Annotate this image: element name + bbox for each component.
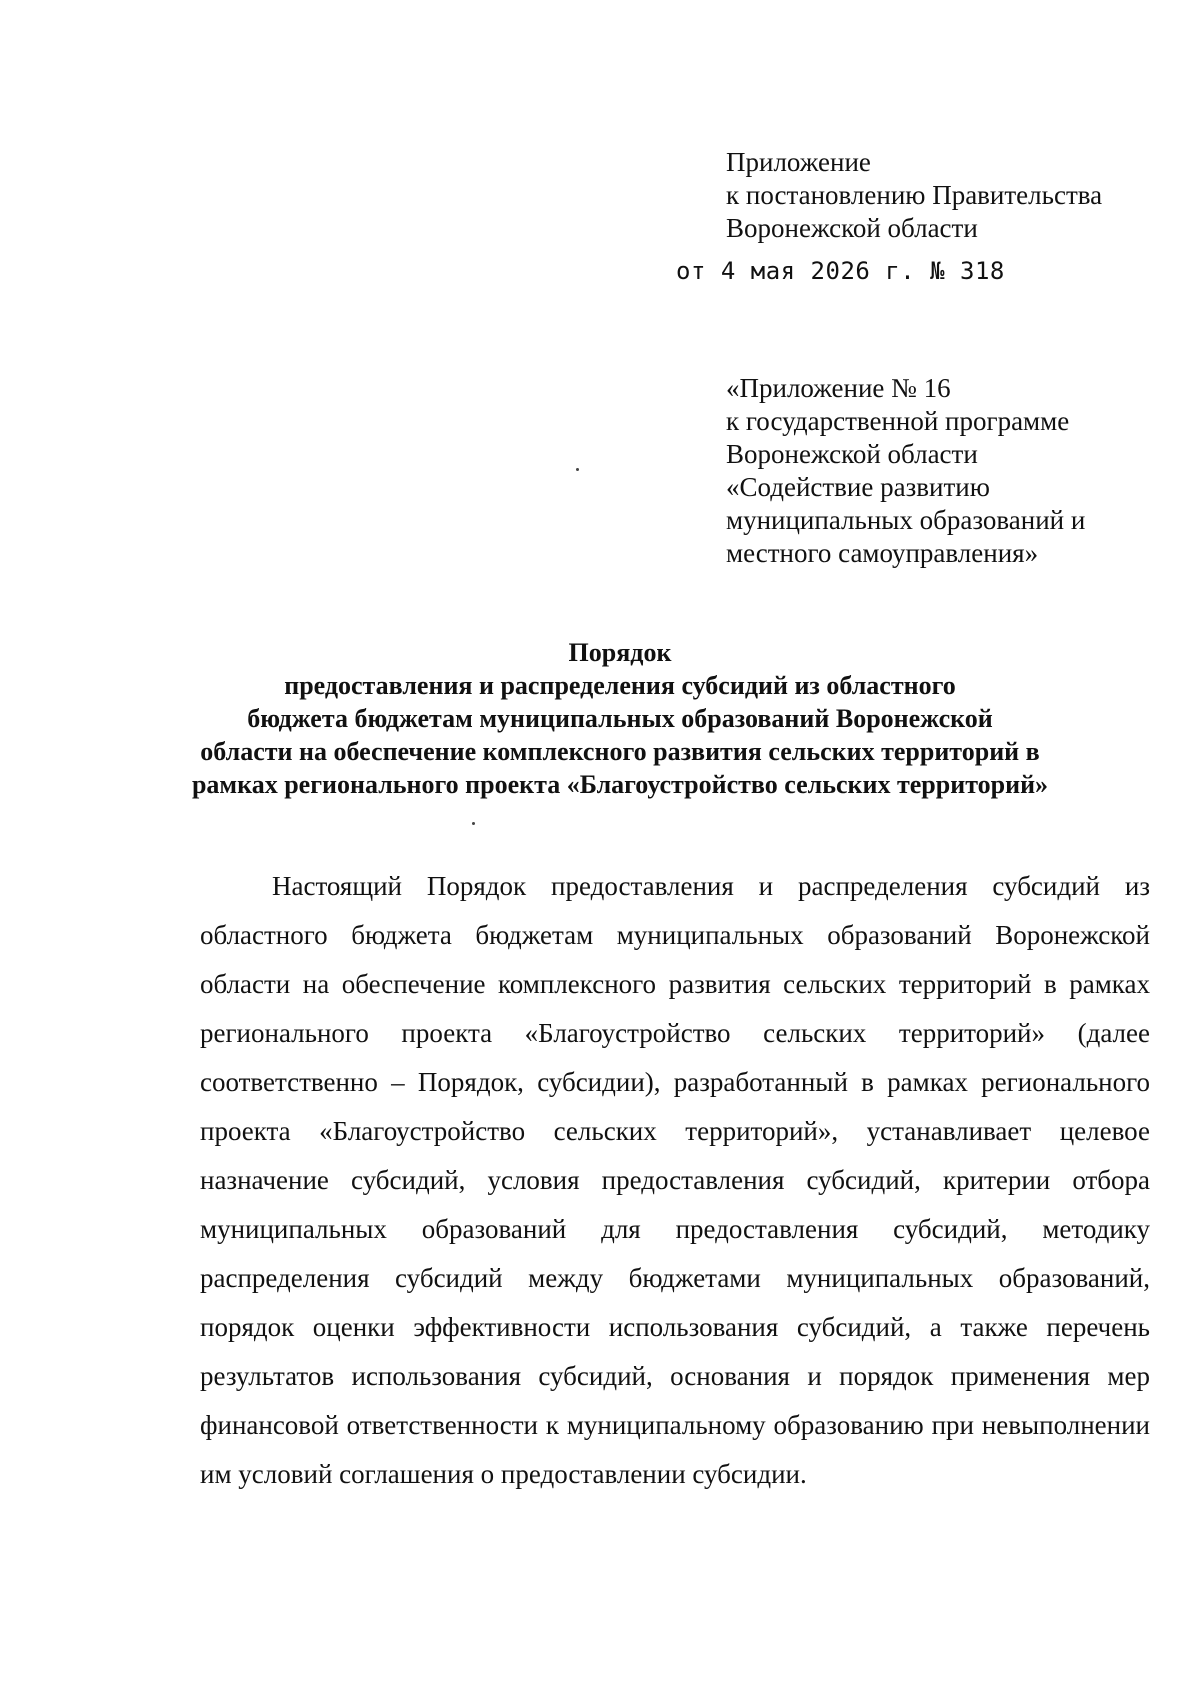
program-appendix-line: местного самоуправления» xyxy=(726,538,1039,568)
body-paragraph: Настоящий Порядок предоставления и распределения субсидий из областного бюджета бюджетам муниципальных образований Воронежской области на обеспечение комплексного развития сельских территорий в рамках регионального проекта «Благоустройство сельских территорий» (далее соответственно – Порядок, субсидии), разработанный в рамках регионального проекта «Благоустройство сельских территорий», устанавливает целевое назначение субсидий, условия предоставления субсидий, критерии отбора муниципальных образований для предоставления субсидий, методику распределения субсидий между бюджетами муниципальных образований, порядок оценки эффективности использования субсидий, а также перечень результатов использования субсидий, основания и порядок применения мер финансовой ответственности к муниципальному образованию при невыполнении им условий соглашения о предоставлении субсидии. xyxy=(200,871,1150,1489)
scan-speck xyxy=(576,468,579,471)
program-appendix-line: «Содействие развитию xyxy=(726,472,990,502)
title-line: предоставления и распределения субсидий из областного xyxy=(284,671,956,700)
title-heading: Порядок xyxy=(568,638,672,667)
document-title xyxy=(180,636,1060,801)
title-line: рамках регионального проекта «Благоустройство сельских территорий» xyxy=(191,770,1049,799)
title-line: области на обеспечение комплексного развития сельских территорий в xyxy=(200,737,1040,766)
appendix-region: Воронежской области xyxy=(726,213,978,243)
appendix-resolution-ref: к постановлению Правительства xyxy=(726,180,1103,210)
program-appendix-number: «Приложение № 16 xyxy=(726,373,951,403)
program-appendix-line: муниципальных образований и xyxy=(726,505,1086,535)
appendix-header xyxy=(726,146,1102,245)
scan-speck xyxy=(472,822,475,825)
program-appendix-header xyxy=(726,372,1085,570)
program-appendix-line: Воронежской области xyxy=(726,439,978,469)
title-line: бюджета бюджетам муниципальных образований Воронежской xyxy=(247,704,993,733)
appendix-label: Приложение xyxy=(726,147,871,177)
program-appendix-line: к государственной программе xyxy=(726,406,1070,436)
resolution-date-number: от 4 мая 2026 г. № 318 xyxy=(676,257,1005,285)
